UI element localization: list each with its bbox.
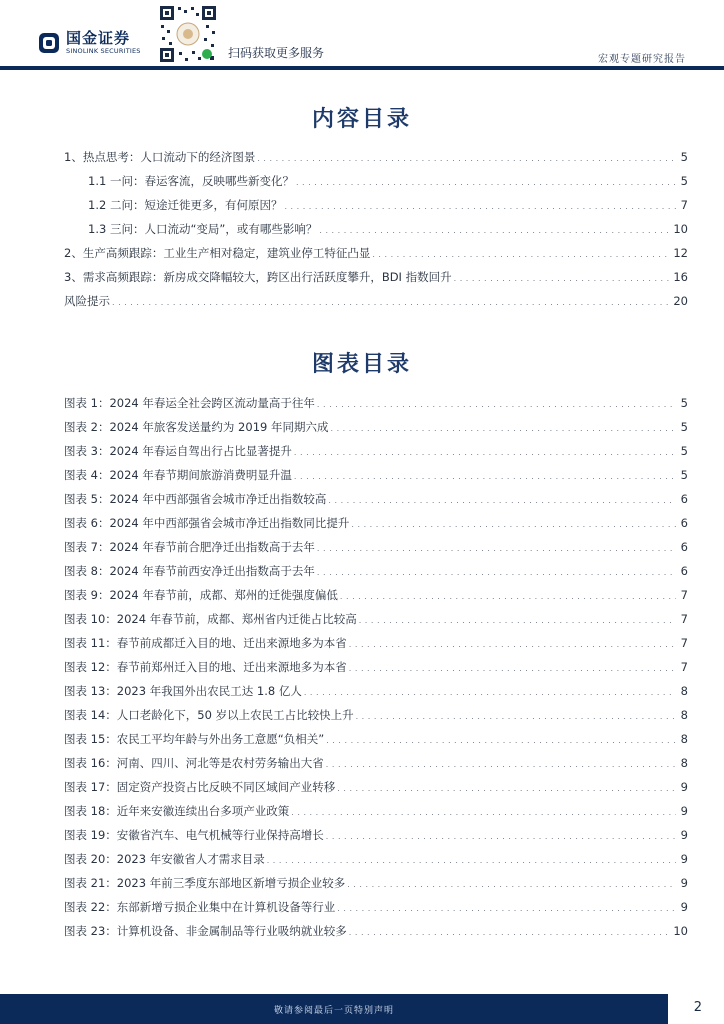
toc-entry-text: 1.3 三问：人口流动“变局”，或有哪些影响？ bbox=[88, 222, 318, 236]
figure-entry-page: 6 bbox=[680, 564, 688, 578]
toc-entry[interactable] bbox=[64, 169, 688, 193]
report-type-label: 宏观专题研究报告 bbox=[598, 54, 686, 65]
figure-entry-page: 5 bbox=[680, 396, 688, 410]
qr-caption: 扫码获取更多服务 bbox=[228, 46, 325, 60]
toc-entry-page: 16 bbox=[673, 270, 688, 284]
figure-entry-page: 6 bbox=[680, 492, 688, 506]
figure-label: 图表 3： bbox=[64, 444, 110, 458]
page-header bbox=[0, 0, 724, 70]
figure-entry-text: 河南、四川、河北等是农村劳务输出大省 bbox=[116, 756, 324, 770]
figure-entry-text: 2024 年中西部强省会城市净迁出指数较高 bbox=[109, 492, 327, 506]
dot-leader bbox=[356, 703, 676, 729]
toc-entry-page: 20 bbox=[673, 294, 688, 308]
figure-label: 图表 21： bbox=[64, 876, 117, 890]
figure-label: 图表 14： bbox=[64, 708, 117, 722]
figure-entry-page: 5 bbox=[680, 468, 688, 482]
figure-entry[interactable] bbox=[64, 535, 688, 559]
figure-entry-text: 春节前郑州迁入目的地、迁出来源地多为本省 bbox=[116, 660, 347, 674]
dot-leader bbox=[330, 415, 676, 441]
figure-entry[interactable] bbox=[64, 751, 688, 775]
figure-entry[interactable] bbox=[64, 703, 688, 727]
figure-entry-page: 9 bbox=[680, 804, 688, 818]
figure-entry-text: 2024 年春节前，成都、郑州的迁徙强度偏低 bbox=[109, 588, 338, 602]
toc-entry-text: 1、热点思考：人口流动下的经济图景 bbox=[64, 150, 256, 164]
figure-entry[interactable] bbox=[64, 463, 688, 487]
toc-entry[interactable] bbox=[64, 265, 688, 289]
dot-leader bbox=[284, 193, 676, 219]
dot-leader bbox=[291, 799, 676, 825]
figure-label: 图表 4： bbox=[64, 468, 110, 482]
toc-entry-text: 风险提示 bbox=[64, 294, 110, 308]
header-divider bbox=[0, 66, 724, 70]
figure-entry[interactable] bbox=[64, 823, 688, 847]
figure-entry-page: 5 bbox=[680, 420, 688, 434]
figure-entry-text: 2023 年前三季度东部地区新增亏损企业较多 bbox=[116, 876, 346, 890]
figure-entry-page: 7 bbox=[680, 612, 688, 626]
dot-leader bbox=[304, 679, 676, 705]
contents-title: 内容目录 bbox=[311, 107, 412, 132]
brand-logo[interactable] bbox=[38, 30, 141, 55]
figure-entry[interactable] bbox=[64, 895, 688, 919]
toc-entry[interactable] bbox=[64, 241, 688, 265]
footer-notice[interactable]: 敬请参阅最后一页特别声明 bbox=[273, 1006, 394, 1016]
dot-leader bbox=[267, 847, 676, 873]
figure-entry[interactable] bbox=[64, 631, 688, 655]
dot-leader bbox=[257, 145, 676, 171]
figure-label: 图表 5： bbox=[64, 492, 110, 506]
dot-leader bbox=[317, 559, 676, 585]
figure-entry-page: 5 bbox=[680, 444, 688, 458]
figure-entry[interactable] bbox=[64, 415, 688, 439]
figure-entry-text: 2024 年春节前西安净迁出指数高于去年 bbox=[109, 564, 315, 578]
figure-entry[interactable] bbox=[64, 871, 688, 895]
figure-label: 图表 6： bbox=[64, 516, 110, 530]
figure-entry-page: 6 bbox=[680, 540, 688, 554]
dot-leader bbox=[349, 655, 676, 681]
figure-label: 图表 10： bbox=[64, 612, 117, 626]
figure-entry-page: 8 bbox=[680, 708, 688, 722]
dot-leader bbox=[294, 463, 676, 489]
dot-leader bbox=[328, 487, 676, 513]
figure-entry-text: 人口老龄化下，50 岁以上农民工占比较快上升 bbox=[116, 708, 354, 722]
figure-entry-text: 2024 年春运全社会跨区流动量高于往年 bbox=[109, 396, 315, 410]
figure-entry[interactable] bbox=[64, 847, 688, 871]
dot-leader bbox=[347, 871, 676, 897]
dot-leader bbox=[317, 391, 676, 417]
toc-entry[interactable] bbox=[64, 217, 688, 241]
figure-label: 图表 17： bbox=[64, 780, 117, 794]
figure-label: 图表 20： bbox=[64, 852, 117, 866]
brand-name-en: SINOLINK SECURITIES bbox=[66, 47, 141, 55]
figure-label: 图表 1： bbox=[64, 396, 110, 410]
toc-entry-text: 1.2 二问：短途迁徙更多，有何原因？ bbox=[88, 198, 283, 212]
figure-label: 图表 13： bbox=[64, 684, 117, 698]
figure-entry[interactable] bbox=[64, 487, 688, 511]
toc-entry-page: 5 bbox=[680, 174, 688, 188]
figure-entry[interactable] bbox=[64, 799, 688, 823]
figure-entry-page: 7 bbox=[680, 660, 688, 674]
figure-entry[interactable] bbox=[64, 679, 688, 703]
figure-entry-page: 8 bbox=[680, 732, 688, 746]
page-footer bbox=[0, 994, 724, 1024]
page-number: 2 bbox=[693, 1000, 702, 1015]
dot-leader bbox=[294, 439, 676, 465]
figure-entry-page: 9 bbox=[680, 780, 688, 794]
figure-label: 图表 9： bbox=[64, 588, 110, 602]
figure-entry-page: 7 bbox=[680, 588, 688, 602]
qr-code-icon[interactable] bbox=[158, 4, 218, 64]
figure-entry-page: 9 bbox=[680, 828, 688, 842]
figure-entry-text: 安徽省汽车、电气机械等行业保持高增长 bbox=[116, 828, 324, 842]
figure-entry-page: 7 bbox=[680, 636, 688, 650]
dot-leader bbox=[340, 583, 676, 609]
sinolink-logo-icon bbox=[38, 32, 60, 54]
toc-entry[interactable] bbox=[64, 145, 688, 169]
figure-label: 图表 12： bbox=[64, 660, 117, 674]
contents-list bbox=[64, 145, 688, 313]
figure-entry-page: 8 bbox=[680, 756, 688, 770]
figure-entry[interactable] bbox=[64, 439, 688, 463]
figure-entry-page: 10 bbox=[673, 924, 688, 938]
toc-entry-page: 12 bbox=[673, 246, 688, 260]
figure-label: 图表 11： bbox=[64, 636, 117, 650]
dot-leader bbox=[112, 289, 671, 315]
dot-leader bbox=[359, 607, 676, 633]
toc-entry-page: 7 bbox=[680, 198, 688, 212]
dot-leader bbox=[326, 727, 676, 753]
figure-entry[interactable] bbox=[64, 511, 688, 535]
figure-label: 图表 15： bbox=[64, 732, 117, 746]
dot-leader bbox=[337, 775, 676, 801]
figure-label: 图表 8： bbox=[64, 564, 110, 578]
dot-leader bbox=[317, 535, 676, 561]
figure-label: 图表 18： bbox=[64, 804, 117, 818]
figure-label: 图表 22： bbox=[64, 900, 117, 914]
toc-entry-text: 3、需求高频跟踪：新房成交降幅较大，跨区出行活跃度攀升，BDI 指数回升 bbox=[64, 270, 452, 284]
figure-entry[interactable] bbox=[64, 919, 688, 943]
figure-entry-text: 2024 年春节前，成都、郑州省内迁徙占比较高 bbox=[116, 612, 357, 626]
figure-label: 图表 7： bbox=[64, 540, 110, 554]
figure-entry-text: 2024 年春节前合肥净迁出指数高于去年 bbox=[109, 540, 315, 554]
dot-leader bbox=[319, 217, 671, 243]
figure-entry-text: 近年来安徽连续出台多项产业政策 bbox=[116, 804, 290, 818]
figures-title: 图表目录 bbox=[311, 352, 412, 377]
figure-entry-page: 9 bbox=[680, 876, 688, 890]
toc-entry-page: 5 bbox=[680, 150, 688, 164]
figure-entry[interactable] bbox=[64, 775, 688, 799]
brand-name-cn: 国金证券 bbox=[66, 29, 131, 47]
figure-entry-text: 2024 年旅客发送量约为 2019 年同期六成 bbox=[109, 420, 329, 434]
dot-leader bbox=[326, 751, 676, 777]
dot-leader bbox=[349, 631, 676, 657]
toc-entry[interactable] bbox=[64, 193, 688, 217]
dot-leader bbox=[454, 265, 672, 291]
dot-leader bbox=[372, 241, 671, 267]
figure-entry[interactable] bbox=[64, 583, 688, 607]
figure-entry[interactable] bbox=[64, 607, 688, 631]
toc-entry-text: 1.1 一问：春运客流，反映哪些新变化？ bbox=[88, 174, 294, 188]
figure-entry-text: 农民工平均年龄与外出务工意愿“负相关” bbox=[116, 732, 325, 746]
figure-entry[interactable] bbox=[64, 391, 688, 415]
figure-entry[interactable] bbox=[64, 655, 688, 679]
toc-entry[interactable] bbox=[64, 289, 688, 313]
figure-entry-text: 2024 年中西部强省会城市净迁出指数同比提升 bbox=[109, 516, 350, 530]
figure-entry-text: 计算机设备、非金属制品等行业吸纳就业较多 bbox=[116, 924, 347, 938]
figure-entry[interactable] bbox=[64, 727, 688, 751]
dot-leader bbox=[326, 823, 676, 849]
figure-entry-page: 9 bbox=[680, 852, 688, 866]
dot-leader bbox=[337, 895, 676, 921]
figure-entry-page: 6 bbox=[680, 516, 688, 530]
figure-label: 图表 2： bbox=[64, 420, 110, 434]
dot-leader bbox=[349, 919, 672, 945]
figure-entry-page: 9 bbox=[680, 900, 688, 914]
figure-label: 图表 19： bbox=[64, 828, 117, 842]
dot-leader bbox=[296, 169, 676, 195]
toc-entry-text: 2、生产高频跟踪：工业生产相对稳定，建筑业停工特征凸显 bbox=[64, 246, 371, 260]
figure-entry-text: 2024 年春运自驾出行占比显著提升 bbox=[109, 444, 292, 458]
figure-entry-text: 东部新增亏损企业集中在计算机设备等行业 bbox=[116, 900, 336, 914]
figures-list bbox=[64, 391, 688, 943]
figure-entry-text: 2023 年安徽省人才需求目录 bbox=[116, 852, 265, 866]
figure-label: 图表 16： bbox=[64, 756, 117, 770]
figure-label: 图表 23： bbox=[64, 924, 117, 938]
figure-entry-page: 8 bbox=[680, 684, 688, 698]
figure-entry[interactable] bbox=[64, 559, 688, 583]
toc-entry-page: 10 bbox=[673, 222, 688, 236]
dot-leader bbox=[351, 511, 676, 537]
figure-entry-text: 固定资产投资占比反映不同区域间产业转移 bbox=[116, 780, 336, 794]
figure-entry-text: 2023 年我国外出农民工达 1.8 亿人 bbox=[116, 684, 302, 698]
figure-entry-text: 2024 年春节期间旅游消费明显升温 bbox=[109, 468, 292, 482]
figure-entry-text: 春节前成都迁入目的地、迁出来源地多为本省 bbox=[116, 636, 347, 650]
